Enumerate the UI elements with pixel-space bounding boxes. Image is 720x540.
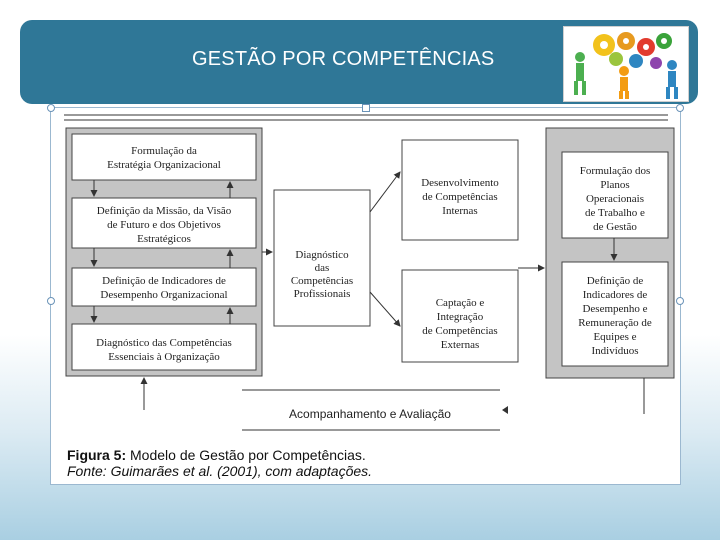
plans-line-1: Formulação dos bbox=[579, 165, 651, 177]
caption-source: Fonte: Guimarães et al. (2001), com adaptações. bbox=[67, 463, 373, 479]
resize-handle[interactable] bbox=[47, 297, 55, 305]
mission-line-2: de Futuro e dos Objetivos bbox=[107, 219, 221, 231]
caption-figure-label: Figura 5: bbox=[67, 447, 127, 463]
monitoring-label: Acompanhamento e Avaliação bbox=[289, 407, 451, 421]
mission-line-3: Estratégicos bbox=[137, 233, 191, 245]
resize-handle[interactable] bbox=[47, 104, 55, 112]
resize-handle[interactable] bbox=[676, 104, 684, 112]
team-line-1: Definição de bbox=[586, 275, 644, 287]
org-indicators-line-1: Definição de Indicadores de bbox=[102, 275, 226, 287]
external-line-3: de Competências bbox=[422, 325, 498, 337]
external-line-4: Externas bbox=[440, 339, 480, 351]
essential-line-2: Essenciais à Organização bbox=[108, 351, 220, 363]
slide-title: GESTÃO POR COMPETÊNCIAS bbox=[192, 48, 495, 70]
plans-line-5: de Gestão bbox=[593, 221, 637, 233]
team-line-6: Indivíduos bbox=[591, 345, 639, 357]
mission-line-1: Definição da Missão, da Visão bbox=[96, 205, 232, 217]
plans-line-3: Operacionais bbox=[585, 193, 645, 205]
team-line-3: Desempenho e bbox=[582, 303, 648, 315]
external-line-2: Integração bbox=[436, 311, 484, 323]
figure-caption bbox=[67, 447, 372, 479]
internal-line-2: de Competências bbox=[422, 191, 498, 203]
internal-line-3: Internas bbox=[442, 205, 478, 217]
team-line-2: Indicadores de bbox=[582, 289, 648, 301]
strategy-line-1: Formulação da bbox=[131, 145, 197, 157]
external-line-1: Captação e bbox=[435, 297, 485, 309]
strategy-line-2: Estratégia Organizacional bbox=[107, 159, 221, 171]
competency-management-diagram bbox=[56, 112, 678, 444]
resize-handle[interactable] bbox=[362, 104, 370, 112]
org-indicators-line-2: Desempenho Organizacional bbox=[100, 289, 228, 301]
essential-line-1: Diagnóstico das Competências bbox=[96, 337, 232, 349]
caption-figure-text: Modelo de Gestão por Competências. bbox=[126, 447, 366, 463]
team-line-4: Remuneração de bbox=[578, 317, 652, 329]
center-line-2: das bbox=[314, 262, 330, 274]
box-strategy bbox=[72, 134, 256, 180]
internal-line-1: Desenvolvimento bbox=[421, 177, 499, 189]
plans-line-2: Planos bbox=[600, 179, 630, 191]
box-internal-development bbox=[402, 140, 518, 240]
plans-line-4: de Trabalho e bbox=[585, 207, 645, 219]
center-line-1: Diagnóstico bbox=[295, 249, 349, 261]
center-line-4: Profissionais bbox=[293, 288, 351, 300]
center-line-3: Competências bbox=[290, 275, 354, 287]
gears-people-logo-icon bbox=[563, 26, 689, 102]
team-line-5: Equipes e bbox=[593, 331, 637, 343]
